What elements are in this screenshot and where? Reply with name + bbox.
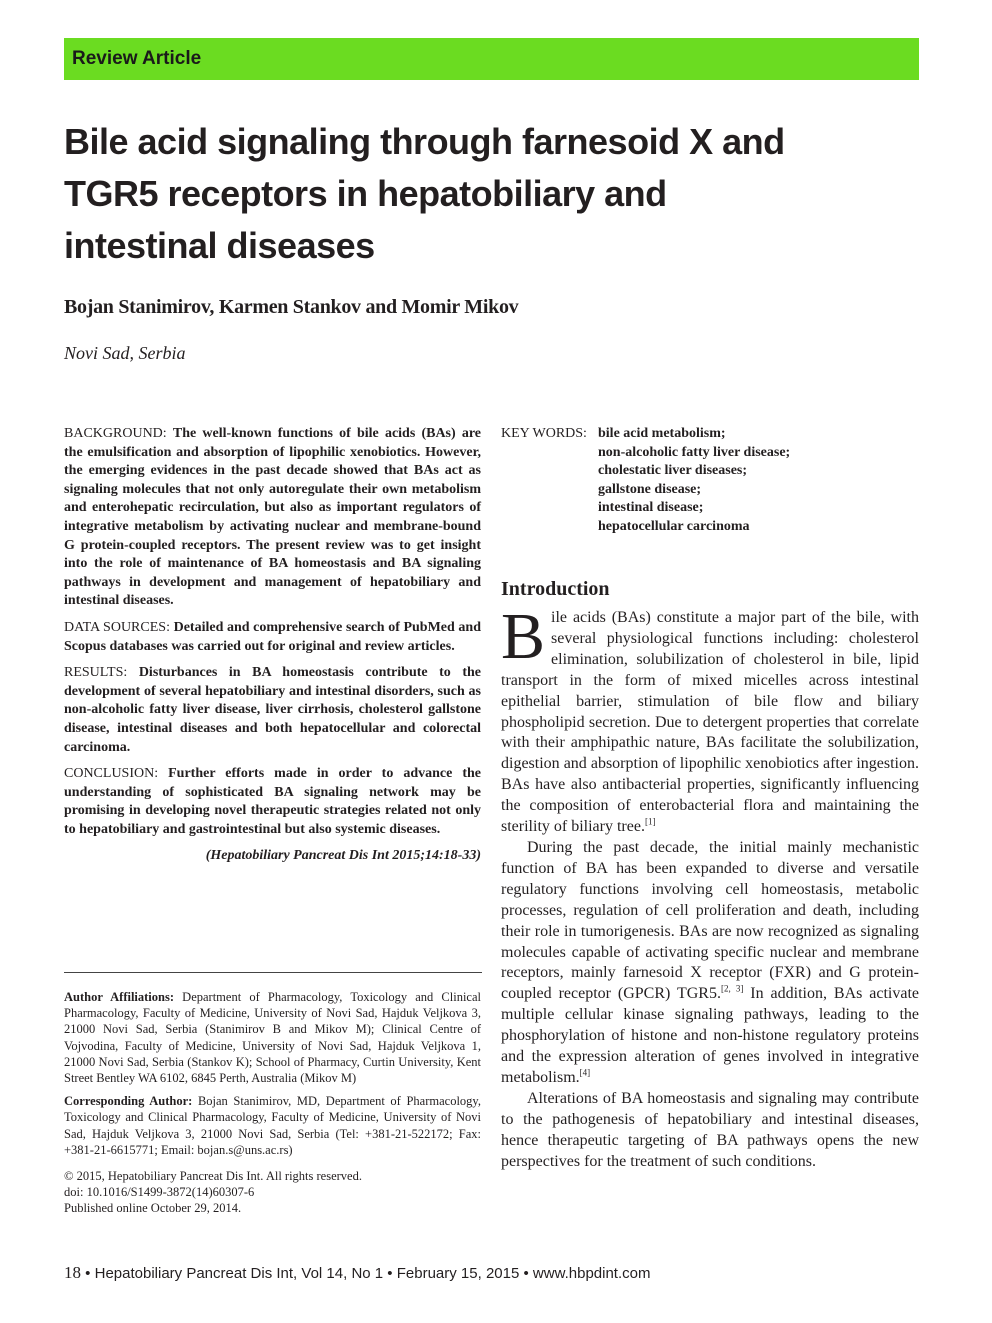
section-heading-introduction: Introduction xyxy=(501,578,610,600)
keyword-row xyxy=(501,444,921,463)
footer-separator: • xyxy=(387,1265,393,1282)
publication-info xyxy=(64,1168,481,1217)
reference-marker: [2, 3] xyxy=(720,983,744,994)
paragraph-text: ile acids (BAs) constitute a major part of the bile, with several physiological functions including: cholesterol elimination, solubilization of cholesterol in bile, lipid transport in the form of mixed micelles across intestinal epithelial barrier, stimulation of bile flow and biliary phospholipid secretion. Due to detergent properties that correlate with their amphipathic nature, BAs facilitate the solubilization, digestion and absorption of lipophilic xenobiotics after ingestion. BAs have also antibacterial properties, significantly influencing the composition of enterobacterial flora and maintaining the sterility of biliary tree. xyxy=(501,609,919,836)
corresponding-label: Corresponding Author: xyxy=(64,1094,193,1109)
paragraph-text: During the past decade, the initial mainly mechanistic function of BA has been expanded to diverse and versatile regulatory functions involving cell homeostasis, metabolic processes, regulation of cell proliferation and death, including their role in tumorigenesis. BAs are now recognized as signaling molecules capable of activating specific nuclear and membrane receptors, mainly farnesoid X receptor (FXR) and G protein-coupled receptor (GPCR) TGR5. xyxy=(501,838,919,1003)
abstract-text: Disturbances in BA homeostasis contribute to the development of several hepatobiliary and intestinal disorders, such as non-alcoholic fatty liver disease, liver cirrhosis, cholesterol gallstone disease, intestinal diseases and both hepatocellular and colorectal carcinoma. xyxy=(64,665,481,755)
abstract-conclusion xyxy=(64,765,481,839)
keywords-label: KEY WORDS: xyxy=(501,426,587,441)
keyword-row xyxy=(501,481,921,500)
body-paragraph xyxy=(501,600,919,838)
corresponding-text: Bojan Stanimirov, MD, Department of Pharmacology, Toxicology and Clinical Pharmacology, Faculty of Medicine, University of Novi Sad, Hajduk Veljkova 3, 21000 Novi Sad, Serbia (Tel: +381-21-522172; Fax: +381-21-6615771; Email: bojan.s@uns.ac.rs) xyxy=(64,1094,481,1157)
author-affiliations xyxy=(64,989,481,1086)
footer-website: www.hbpdint.com xyxy=(532,1265,651,1282)
page-footer xyxy=(64,1263,650,1283)
keyword: gallstone disease; xyxy=(598,481,702,497)
abstract-text: Further efforts made in order to advance the understanding of sophisticated BA signaling network may be promising in developing novel therapeutic strategies related not only to hepatobiliary and gastrointestinal but also systemic diseases. xyxy=(64,766,481,837)
abstract-results xyxy=(64,664,481,757)
body-paragraph xyxy=(501,838,919,1089)
reference-marker: [4] xyxy=(579,1067,591,1078)
keyword: non-alcoholic fatty liver disease; xyxy=(598,444,791,460)
article-title xyxy=(64,116,904,272)
drop-cap: B xyxy=(501,600,546,673)
title-line: TGR5 receptors in hepatobiliary and xyxy=(64,173,667,214)
footer-issue: No 1 xyxy=(351,1265,384,1282)
author-list: Bojan Stanimirov, Karmen Stankov and Momir Mikov xyxy=(64,296,519,318)
abstract-text: The well-known functions of bile acids (BAs) are the emulsification and absorption of lipophilic xenobiotics. However, the emerging evidences in the past decade showed that BAs act as signaling molecules that not only autoregulate their own metabolism and enterohepatic recirculation, but also as important regulators of integrative metabolism by activating nuclear and membrane-bound G protein-coupled receptors. The present review was to get insight into the role of maintenance of BA homeostasis and BA signaling pathways in development and management of hepatobiliary and intestinal diseases. xyxy=(64,426,482,609)
affiliations-label: Author Affiliations: xyxy=(64,990,175,1004)
abstract-background xyxy=(64,425,481,611)
paragraph-text: In addition, BAs activate multiple cellular kinase signaling pathways, leading to the phosphorylation of histone and non-histone regulatory proteins and the expression alteration of genes involved in integrative metabolism. xyxy=(501,985,920,1086)
body-paragraph xyxy=(501,1089,919,1173)
abstract-label: DATA SOURCES: xyxy=(64,619,170,635)
affiliations-block xyxy=(64,989,481,1217)
title-line: intestinal diseases xyxy=(64,225,375,266)
abstract xyxy=(64,425,481,866)
title-line: Bile acid signaling through farnesoid X and xyxy=(64,121,785,162)
section-label-band xyxy=(64,38,919,80)
page-number: 18 xyxy=(64,1263,81,1282)
affiliations-text: Department of Pharmacology, Toxicology and Clinical Pharmacology, Faculty of Medicine, University of Novi Sad, Hajduk Veljkova 3, 21000 Novi Sad, Serbia (Stanimirov B and Mikov M); Clinical Centre of Vojvodina, Faculty of Medicine, University of Novi Sad, Hajduk Veljkova 1, 21000 Novi Sad, Serbia (Stankov K); School of Pharmacy, Curtin University, Kent Street Bentley WA 6102, 6845 Perth, Australia (Mikov M) xyxy=(64,990,481,1086)
keyword-row xyxy=(501,518,921,537)
footer-journal: Hepatobiliary Pancreat Dis Int, xyxy=(94,1265,298,1282)
footer-separator: • xyxy=(523,1265,529,1282)
keyword: intestinal disease; xyxy=(598,500,704,516)
keyword-row xyxy=(501,499,921,518)
copyright-notice: © 2015, Hepatobiliary Pancreat Dis Int. All rights reserved. xyxy=(64,1169,362,1184)
section-label: Review Article xyxy=(72,48,202,69)
doi: doi: 10.1016/S1499-3872(14)60307-6 xyxy=(64,1185,255,1200)
abstract-label: RESULTS: xyxy=(64,665,128,681)
keywords-block xyxy=(501,425,921,537)
footnote-divider xyxy=(64,972,482,973)
corresponding-author xyxy=(64,1093,481,1158)
abstract-data-sources xyxy=(64,619,481,656)
keyword: bile acid metabolism; xyxy=(598,426,726,441)
abstract-label: BACKGROUND: xyxy=(64,426,167,441)
keyword-row xyxy=(501,462,921,481)
keyword-row xyxy=(501,425,921,444)
reference-marker: [1] xyxy=(644,816,656,827)
abstract-label: CONCLUSION: xyxy=(64,766,159,782)
abstract-text: Detailed and comprehensive search of PubMed and Scopus databases was carried out for original and review articles. xyxy=(64,619,481,654)
footer-separator: • xyxy=(85,1265,91,1282)
published-date: Published online October 29, 2014. xyxy=(64,1201,242,1216)
keyword: hepatocellular carcinoma xyxy=(598,518,750,534)
paragraph-text: Alterations of BA homeostasis and signaling may contribute to the pathogenesis of hepatobiliary and intestinal diseases, hence therapeutic targeting of BA pathways opens the new perspectives for the treatment of such conditions. xyxy=(501,1089,919,1170)
footer-volume: Vol 14, xyxy=(301,1265,348,1282)
journal-citation: (Hepatobiliary Pancreat Dis Int 2015;14:18-33) xyxy=(205,848,481,864)
footer-date: February 15, 2015 xyxy=(396,1265,520,1282)
introduction-body xyxy=(501,600,920,1172)
keyword: cholestatic liver diseases; xyxy=(598,463,748,479)
author-location: Novi Sad, Serbia xyxy=(64,343,186,363)
